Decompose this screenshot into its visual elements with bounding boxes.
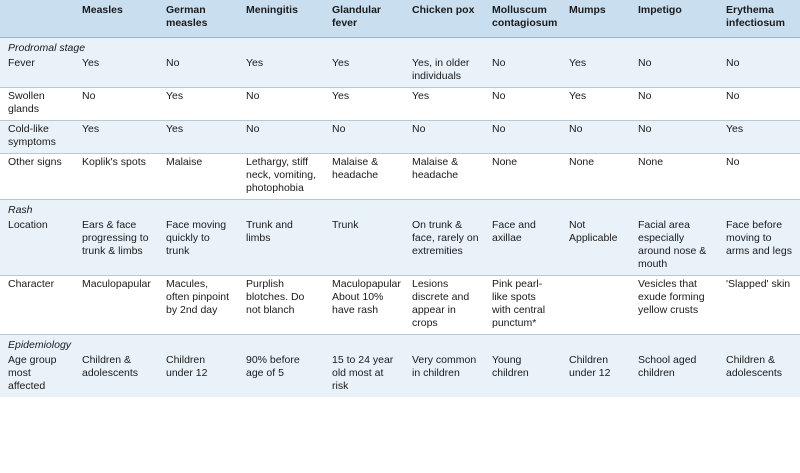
table-cell: Trunk and limbs [238, 217, 324, 276]
table-cell: No [74, 88, 158, 121]
table-row [0, 154, 800, 200]
table-cell [561, 276, 630, 335]
header-cell [0, 0, 74, 38]
header-cell: Meningitis [238, 0, 324, 38]
table-cell: No [718, 154, 800, 200]
table-cell: Purplish blotches. Do not blanch [238, 276, 324, 335]
table-cell: Lethargy, stiff neck, vomiting, photophobia [238, 154, 324, 200]
table-row [0, 217, 800, 276]
table-cell: Face before moving to arms and legs [718, 217, 800, 276]
table-cell: No [238, 88, 324, 121]
section-title: Epidemiology [0, 335, 800, 353]
table-cell: Pink pearl-like spots with central punctum* [484, 276, 561, 335]
table-cell: None [630, 154, 718, 200]
table-cell: No [630, 55, 718, 88]
row-label: Character [0, 276, 74, 335]
row-label: Fever [0, 55, 74, 88]
table-cell: Trunk [324, 217, 404, 276]
table-cell: Face moving quickly to trunk [158, 217, 238, 276]
table-cell: School aged children [630, 352, 718, 397]
header-row [0, 0, 800, 38]
section-row [0, 38, 800, 56]
table-cell: Lesions discrete and appear in crops [404, 276, 484, 335]
table-cell: Ears & face progressing to trunk & limbs [74, 217, 158, 276]
section-title: Rash [0, 200, 800, 218]
table-cell: No [561, 121, 630, 154]
table-cell: No [718, 88, 800, 121]
table-cell: No [718, 55, 800, 88]
table-cell: Macules, often pinpoint by 2nd day [158, 276, 238, 335]
row-label: Location [0, 217, 74, 276]
header-cell: German measles [158, 0, 238, 38]
table-cell: Not Applicable [561, 217, 630, 276]
table-cell: No [238, 121, 324, 154]
table-cell: Young children [484, 352, 561, 397]
table-row [0, 352, 800, 397]
table-cell: Yes [158, 121, 238, 154]
table-cell: No [484, 55, 561, 88]
table-cell: Malaise & headache [404, 154, 484, 200]
table-cell: No [484, 88, 561, 121]
header-cell: Mumps [561, 0, 630, 38]
table-cell: None [484, 154, 561, 200]
table-cell: On trunk & face, rarely on extremities [404, 217, 484, 276]
table-cell: No [324, 121, 404, 154]
table-cell: Children & adolescents [718, 352, 800, 397]
header-cell: Glandular fever [324, 0, 404, 38]
row-label: Swollen glands [0, 88, 74, 121]
table-cell: Yes [74, 55, 158, 88]
section-row [0, 200, 800, 218]
header-cell: Molluscum contagiosum [484, 0, 561, 38]
table-cell: No [158, 55, 238, 88]
table-cell: Face and axillae [484, 217, 561, 276]
table-cell: Malaise [158, 154, 238, 200]
table-row [0, 121, 800, 154]
header-cell: Erythema infectiosum [718, 0, 800, 38]
table-cell: Yes [561, 55, 630, 88]
section-title: Prodromal stage [0, 38, 800, 56]
table-cell: Maculopapular About 10% have rash [324, 276, 404, 335]
header-cell: Measles [74, 0, 158, 38]
table-cell: No [630, 88, 718, 121]
table-cell: Facial area especially around nose & mouth [630, 217, 718, 276]
table-cell: 15 to 24 year old most at risk [324, 352, 404, 397]
table-cell: Children under 12 [158, 352, 238, 397]
table-cell: Yes [158, 88, 238, 121]
table-cell: Very common in children [404, 352, 484, 397]
table-row [0, 276, 800, 335]
table-cell: Yes, in older individuals [404, 55, 484, 88]
table-cell: No [484, 121, 561, 154]
table-cell: Koplik's spots [74, 154, 158, 200]
row-label: Age group most affected [0, 352, 74, 397]
table-cell: Yes [718, 121, 800, 154]
table-cell: Malaise & headache [324, 154, 404, 200]
table-cell: 'Slapped' skin [718, 276, 800, 335]
table-row [0, 88, 800, 121]
table-cell: Yes [74, 121, 158, 154]
table-cell: Yes [324, 88, 404, 121]
table-cell: Children & adolescents [74, 352, 158, 397]
table-cell: None [561, 154, 630, 200]
row-label: Cold-like symptoms [0, 121, 74, 154]
section-row [0, 335, 800, 353]
table-cell: 90% before age of 5 [238, 352, 324, 397]
table-cell: Yes [404, 88, 484, 121]
table-cell: Yes [324, 55, 404, 88]
table-row [0, 55, 800, 88]
table-cell: Children under 12 [561, 352, 630, 397]
row-label: Other signs [0, 154, 74, 200]
table-cell: Vesicles that exude forming yellow crusts [630, 276, 718, 335]
table-cell: Yes [238, 55, 324, 88]
header-cell: Chicken pox [404, 0, 484, 38]
table-cell: No [630, 121, 718, 154]
table-cell: Yes [561, 88, 630, 121]
table-cell: No [404, 121, 484, 154]
table-cell: Maculopapular [74, 276, 158, 335]
header-cell: Impetigo [630, 0, 718, 38]
